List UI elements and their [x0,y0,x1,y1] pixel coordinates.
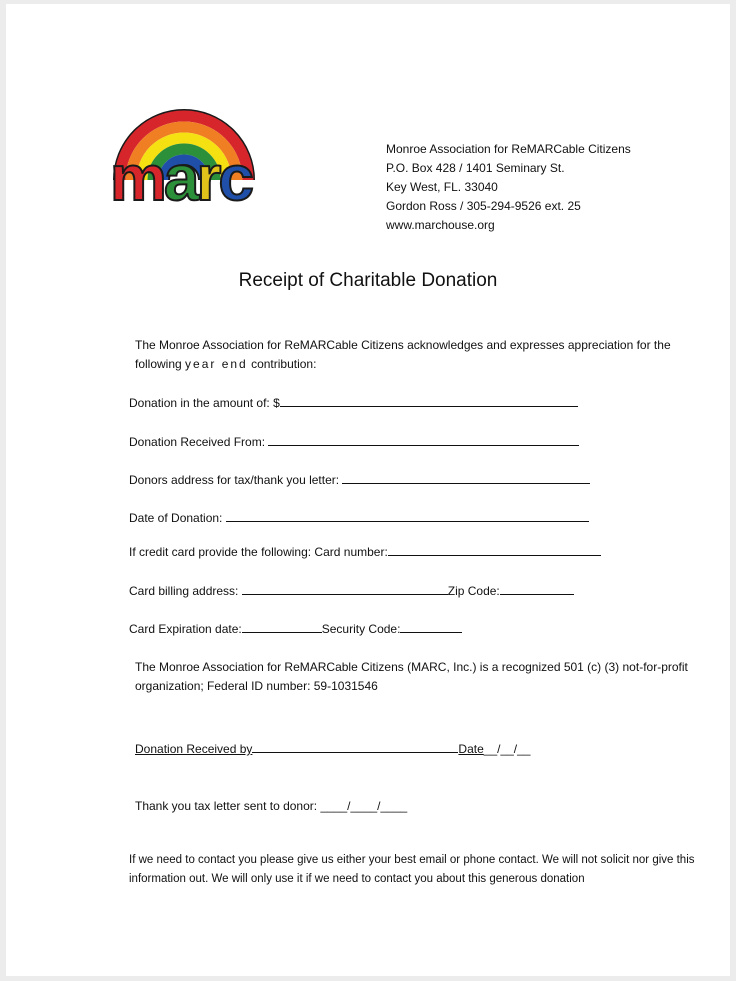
received-by-blank[interactable] [252,740,458,753]
intro-year-end: year end [185,357,248,371]
thank-you-label: Thank you tax letter sent to donor: [135,799,318,813]
contact-notice-paragraph [129,851,695,889]
document-page [6,4,730,976]
card-number-field [129,543,601,559]
amount-blank[interactable] [280,394,578,407]
amount-field [129,394,578,410]
security-label: Security Code: [321,622,401,636]
contact-notice-line-1: If we need to contact you please give us either your best email or phone contact. We will not solicit nor give this [129,854,695,866]
intro-text-end: contribution: [247,357,317,371]
logo-wordmark [110,142,251,214]
zip-label: Zip Code: [447,584,500,598]
expiration-label: Card Expiration date: [129,622,242,636]
logo-letter-m: m [110,142,164,214]
security-blank[interactable] [400,620,462,633]
billing-label: Card billing address: [129,584,239,598]
received-by-date-blank[interactable]: __/__/__ [483,742,531,756]
org-address-line-2: Key West, FL. 33040 [386,180,498,194]
donor-address-label: Donors address for tax/thank you letter: [129,473,340,487]
nonprofit-line-2: organization; Federal ID number: 59-1031546 [135,679,378,693]
card-number-label: If credit card provide the following: Card number: [129,545,388,559]
org-name: Monroe Association for ReMARCable Citizens [386,142,631,156]
date-blank[interactable] [226,509,589,522]
received-from-blank[interactable] [268,433,579,446]
org-contact: Gordon Ross / 305-294-9526 ext. 25 [386,199,581,213]
nonprofit-line-1: The Monroe Association for ReMARCable Citizens (MARC, Inc.) is a recognized 501 (c) (3) not-for-profit [135,660,688,674]
amount-label: Donation in the amount of: $ [129,396,280,410]
logo-letter-r: r [196,142,219,214]
received-by-date-label: Date [458,742,484,756]
card-expiration-field [129,620,462,636]
donor-address-field [129,471,590,487]
received-from-label: Donation Received From: [129,435,266,449]
marc-logo [106,84,262,224]
intro-line-1: The Monroe Association for ReMARCable Citizens acknowledges and expresses appreciation for the [135,338,671,352]
nonprofit-paragraph [135,658,688,696]
logo-letter-a: a [163,142,197,214]
org-website: www.marchouse.org [386,218,495,232]
date-field [129,509,589,525]
thank-you-letter-field [135,799,407,813]
expiration-blank[interactable] [242,620,322,633]
intro-line-2 [135,355,671,374]
billing-address-field [129,582,574,598]
received-by-field [135,740,530,756]
contact-notice-line-2: information out. We will only use it if we need to contact you about this generous donation [129,873,585,885]
billing-blank[interactable] [242,582,448,595]
intro-paragraph [135,336,671,374]
document-title: Receipt of Charitable Donation [238,270,498,291]
thank-you-date-blank[interactable]: ____/____/____ [320,799,408,813]
date-label: Date of Donation: [129,511,223,525]
intro-text: following [135,357,186,371]
received-from-field [129,433,579,449]
logo-letter-c: c [218,142,251,214]
donor-address-blank[interactable] [342,471,590,484]
received-by-label: Donation Received by [135,742,253,756]
organization-address-block [386,140,631,235]
zip-blank[interactable] [500,582,574,595]
card-number-blank[interactable] [388,543,601,556]
org-address-line-1: P.O. Box 428 / 1401 Seminary St. [386,161,565,175]
